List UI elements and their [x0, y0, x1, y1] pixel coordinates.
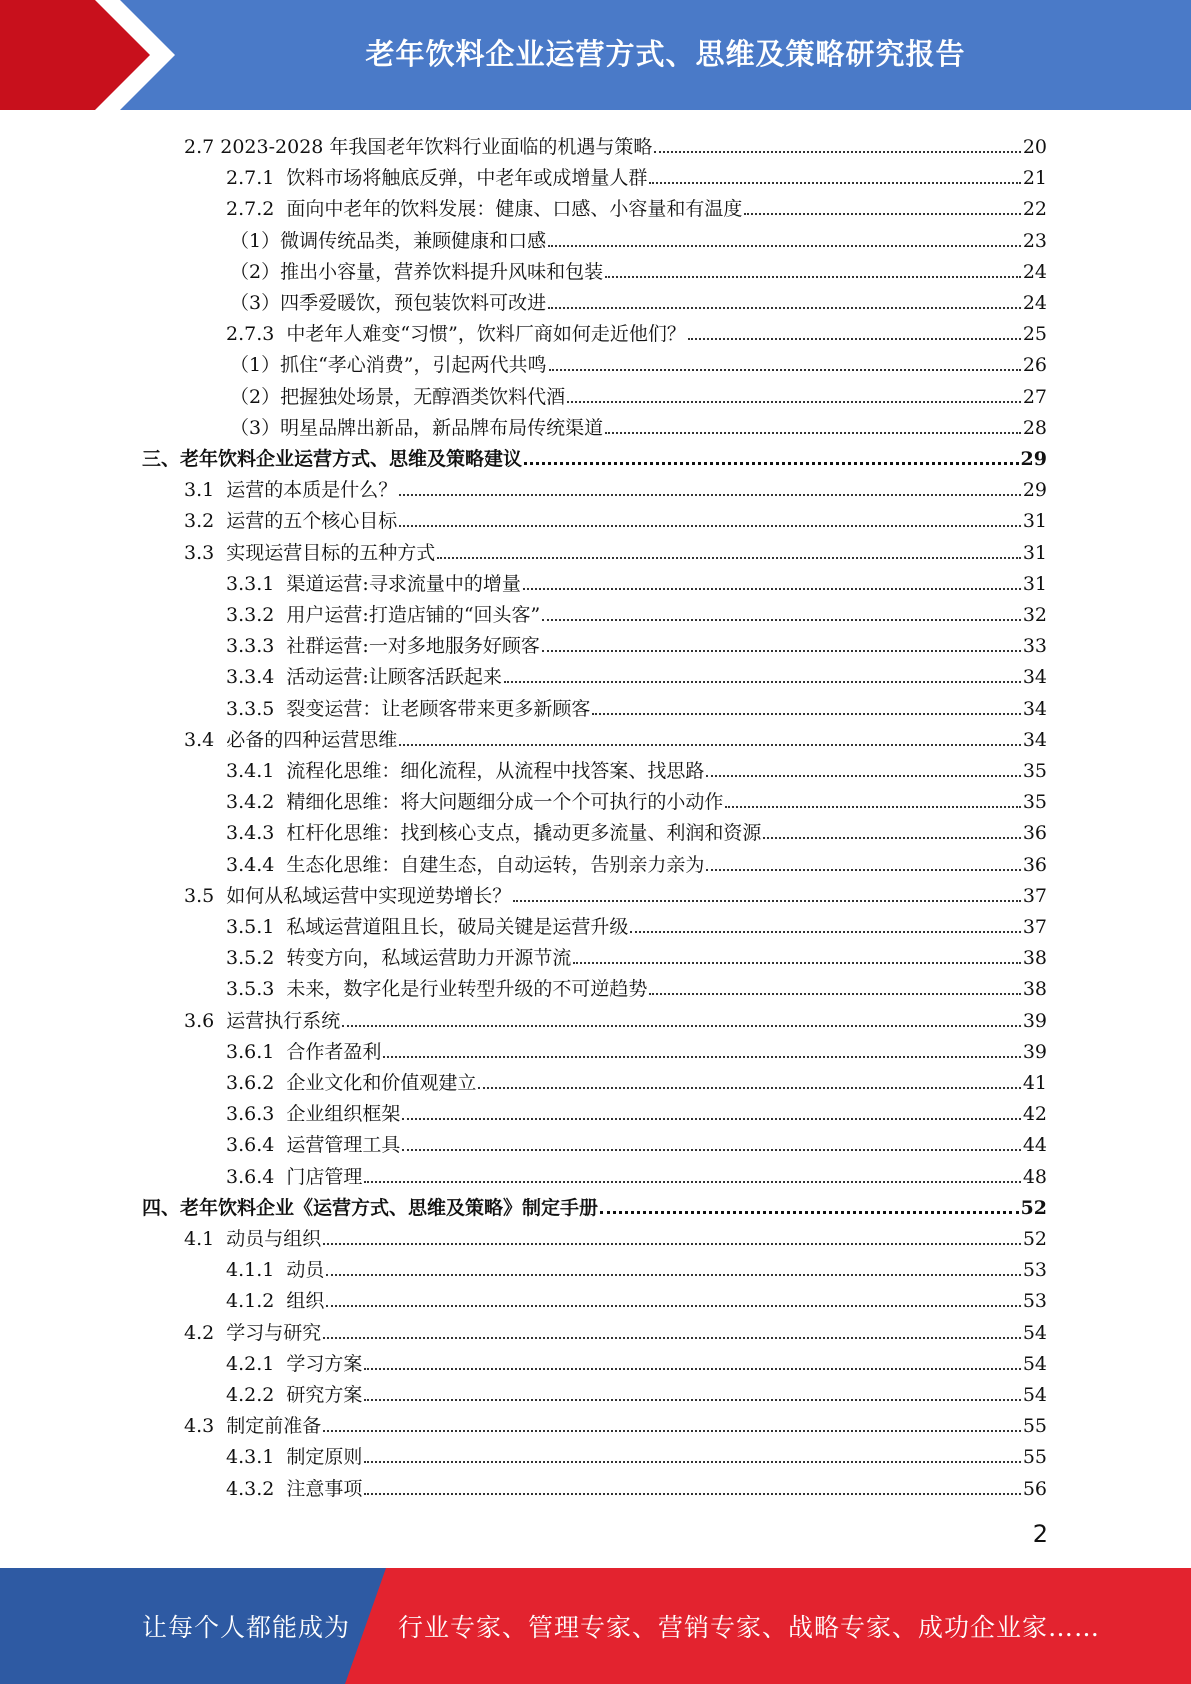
toc-entry-label: 2.7.3 中老年人难变“习惯”，饮料厂商如何走近他们？: [226, 323, 686, 346]
toc-leader-dots: [323, 1337, 1021, 1339]
toc-entry-label: 2.7.2 面向中老年的饮料发展：健康、口感、小容量和有温度: [226, 198, 743, 221]
toc-leader-dots: [402, 1118, 1020, 1120]
toc-entry-label: （3）四季爱暖饮，预包装饮料可改进: [230, 292, 547, 314]
toc-leader-dots: [649, 182, 1020, 184]
toc-entry-page: 37: [1022, 884, 1047, 907]
footer-slogan-right: 行业专家、管理专家、营销专家、战略专家、成功企业家……: [398, 1613, 1101, 1642]
toc-leader-dots: [592, 713, 1020, 715]
toc-entry[interactable]: [226, 1344, 1047, 1375]
toc-entry-label: 3.3 实现运营目标的五种方式: [184, 541, 436, 564]
toc-leader-dots: [605, 276, 1021, 278]
toc-entry-label: 3.3.1 渠道运营:寻求流量中的增量: [226, 572, 521, 595]
toc-entry-page: 33: [1022, 635, 1047, 658]
toc-entry-label: 3.5.1 私域运营道阻且长，破局关键是运营升级: [226, 916, 629, 938]
toc-entry[interactable]: [184, 1219, 1047, 1250]
toc-entry[interactable]: [226, 189, 1047, 220]
toc-entry-page: 35: [1022, 760, 1047, 782]
toc-entry[interactable]: [184, 720, 1047, 751]
toc-entry-label: 3.5 如何从私域运营中实现逆势增长？: [184, 884, 512, 907]
toc-entry-label: 三、老年饮料企业运营方式、思维及策略建议: [142, 448, 523, 470]
toc-entry-page: 56: [1022, 1477, 1047, 1500]
toc-entry-label: （2）推出小容量，营养饮料提升风味和包装: [230, 260, 604, 283]
toc-leader-dots: [504, 681, 1021, 683]
toc-entry[interactable]: [230, 377, 1047, 408]
toc-entry-label: 3.1 运营的本质是什么？: [184, 479, 398, 502]
toc-entry-page: 54: [1022, 1352, 1047, 1375]
toc-entry[interactable]: [226, 813, 1047, 844]
toc-entry-page: 35: [1022, 791, 1047, 814]
toc-entry[interactable]: [226, 1094, 1047, 1125]
toc-leader-dots: [364, 1181, 1020, 1183]
toc-leader-dots: [763, 837, 1020, 839]
toc-leader-dots: [706, 775, 1020, 777]
toc-entry-label: 3.3.3 社群运营:一对多地服务好顾客: [226, 635, 540, 658]
toc-leader-dots: [383, 1056, 1020, 1058]
toc-leader-dots: [364, 1461, 1020, 1463]
toc-entry[interactable]: [226, 564, 1047, 595]
toc-leader-dots: [364, 1493, 1020, 1495]
toc-entry-page: 39: [1022, 1040, 1047, 1063]
toc-entry[interactable]: [184, 1406, 1047, 1437]
toc-entry-label: 3.3.4 活动运营:让顾客活跃起来: [226, 666, 502, 689]
toc-entry-label: 4.2 学习与研究: [184, 1321, 322, 1344]
toc-entry[interactable]: [226, 626, 1047, 657]
toc-entry[interactable]: [226, 938, 1047, 969]
toc-entry[interactable]: [226, 595, 1047, 626]
toc-entry[interactable]: [226, 1375, 1047, 1406]
page-header: [0, 0, 1191, 110]
toc-entry-label: 3.6.3 企业组织框架: [226, 1103, 401, 1126]
toc-entry-page: 25: [1022, 323, 1047, 346]
toc-leader-dots: [548, 307, 1021, 309]
toc-leader-dots: [402, 1149, 1020, 1151]
toc-entry-label: 4.1.2 组织: [226, 1290, 325, 1313]
toc-entry-page: 44: [1022, 1134, 1047, 1157]
toc-leader-dots: [706, 869, 1020, 871]
toc-entry-label: （1）微调传统品类，兼顾健康和口感: [230, 229, 547, 252]
toc-entry-label: （1）抓住“孝心消费”，引起两代共鸣: [230, 354, 547, 377]
toc-entry-page: 48: [1022, 1165, 1047, 1188]
toc-entry[interactable]: [226, 1437, 1047, 1468]
toc-entry-page: 34: [1022, 697, 1047, 720]
toc-entry[interactable]: [226, 907, 1047, 938]
toc-entry-label: 4.3.1 制定原则: [226, 1446, 363, 1469]
toc-entry[interactable]: [184, 501, 1047, 532]
toc-leader-dots: [342, 1025, 1021, 1027]
toc-entry-page: 22: [1022, 198, 1047, 221]
toc-entry-page: 29: [1022, 479, 1047, 502]
page-footer: [0, 1568, 1191, 1684]
toc-entry[interactable]: [226, 657, 1047, 688]
toc-entry-page: 36: [1022, 822, 1047, 845]
toc-leader-dots: [605, 432, 1021, 434]
toc-entry-page: 38: [1022, 978, 1047, 1001]
toc-leader-dots: [549, 369, 1021, 371]
toc-entry-label: （2）把握独处场景，无醇酒类饮料代酒: [230, 385, 566, 408]
toc-leader-dots: [600, 1211, 1019, 1214]
toc-leader-dots: [524, 462, 1019, 465]
toc-leader-dots: [364, 1368, 1020, 1370]
toc-entry[interactable]: [226, 751, 1047, 782]
toc-entry-label: 3.3.2 用户运营:打造店铺的“回头客”: [226, 604, 541, 626]
toc-entry-page: 24: [1022, 260, 1047, 283]
toc-leader-dots: [399, 525, 1021, 527]
toc-leader-dots: [523, 588, 1021, 590]
toc-leader-dots: [323, 1430, 1021, 1432]
toc-leader-dots: [630, 931, 1020, 933]
page-number: 2: [1032, 1520, 1048, 1548]
toc-entry-page: 24: [1022, 292, 1047, 314]
toc-entry-page: 55: [1022, 1446, 1047, 1469]
toc-entry-label: 3.6.2 企业文化和价值观建立: [226, 1072, 477, 1094]
toc-entry-label: 3.5.3 未来，数字化是行业转型升级的不可逆趋势: [226, 978, 648, 1001]
toc-leader-dots: [364, 1399, 1020, 1401]
toc-entry-label: 3.5.2 转变方向，私域运营助力开源节流: [226, 947, 572, 970]
toc-entry-page: 20: [1022, 136, 1047, 158]
toc-entry[interactable]: [226, 845, 1047, 876]
toc-entry-label: 2.7.1 饮料市场将触底反弹，中老年或成增量人群: [226, 167, 648, 190]
toc-entry[interactable]: [226, 1250, 1047, 1281]
toc-entry[interactable]: [184, 470, 1047, 501]
toc-entry-label: （3）明星品牌出新品，新品牌布局传统渠道: [230, 416, 604, 439]
toc-entry[interactable]: [230, 345, 1047, 376]
toc-entry-label: 4.3 制定前准备: [184, 1415, 322, 1438]
report-title: 老年饮料企业运营方式、思维及策略研究报告: [365, 37, 966, 71]
toc-entry-label: 4.1 动员与组织: [184, 1228, 322, 1250]
toc-entry-page: 39: [1022, 1009, 1047, 1032]
toc-entry-label: 4.2.1 学习方案: [226, 1352, 363, 1375]
footer-slogan-left: 让每个人都能成为: [142, 1613, 351, 1642]
toc-entry-label: 3.6.4 运营管理工具: [226, 1134, 401, 1157]
toc-entry-label: 3.3.5 裂变运营：让老顾客带来更多新顾客: [226, 697, 591, 720]
toc-entry-page: 31: [1022, 510, 1047, 533]
toc-entry[interactable]: [226, 158, 1047, 189]
toc-leader-dots: [688, 338, 1021, 340]
toc-entry[interactable]: [142, 439, 1047, 470]
toc-entry-label: 3.2 运营的五个核心目标: [184, 510, 398, 533]
toc-entry-label: 3.6 运营执行系统: [184, 1009, 341, 1032]
toc-leader-dots: [548, 245, 1021, 247]
toc-leader-dots: [725, 806, 1020, 808]
toc-entry[interactable]: [184, 876, 1047, 907]
toc-entry-page: 31: [1022, 541, 1047, 564]
toc-entry[interactable]: [230, 221, 1047, 252]
toc-entry-label: 3.4.2 精细化思维：将大问题细分成一个个可执行的小动作: [226, 791, 724, 814]
toc-entry-page: 28: [1022, 416, 1047, 439]
toc-entry-page: 52: [1022, 1228, 1047, 1250]
toc-entry[interactable]: [230, 283, 1047, 314]
toc-entry[interactable]: [226, 1063, 1047, 1094]
toc-entry[interactable]: [230, 408, 1047, 439]
toc-entry-label: 2.7 2023-2028 年我国老年饮料行业面临的机遇与策略: [184, 136, 653, 158]
toc-entry-page: 31: [1022, 572, 1047, 595]
toc-entry-page: 42: [1022, 1103, 1047, 1126]
toc-entry-page: 38: [1022, 947, 1047, 970]
toc-entry[interactable]: [226, 782, 1047, 813]
toc-entry[interactable]: [142, 1188, 1047, 1219]
toc-leader-dots: [326, 1305, 1020, 1307]
toc-entry-page: 41: [1022, 1072, 1047, 1094]
toc-entry[interactable]: [226, 1281, 1047, 1312]
toc-leader-dots: [567, 401, 1021, 403]
toc-entry-page: 37: [1022, 916, 1047, 938]
toc-leader-dots: [437, 557, 1021, 559]
toc-entry-page: 34: [1022, 728, 1047, 751]
toc-leader-dots: [654, 151, 1020, 153]
toc-entry-label: 3.6.1 合作者盈利: [226, 1040, 382, 1063]
toc-entry-page: 54: [1022, 1384, 1047, 1406]
toc-entry-page: 53: [1022, 1259, 1047, 1282]
toc-entry[interactable]: [226, 1157, 1047, 1188]
toc-entry-label: 4.2.2 研究方案: [226, 1384, 363, 1406]
toc-entry-label: 3.4 必备的四种运营思维: [184, 728, 398, 751]
toc-entry-label: 四、老年饮料企业《运营方式、思维及策略》制定手册: [142, 1196, 599, 1219]
toc-leader-dots: [649, 993, 1020, 995]
toc-entry-page: 55: [1022, 1415, 1047, 1438]
toc-entry[interactable]: [226, 689, 1047, 720]
toc-entry[interactable]: [230, 252, 1047, 283]
toc-entry-page: 29: [1020, 448, 1047, 470]
toc-entry[interactable]: [184, 1001, 1047, 1032]
toc-leader-dots: [323, 1243, 1021, 1245]
toc-entry-page: 27: [1022, 385, 1047, 408]
toc-entry-label: 3.4.1 流程化思维：细化流程，从流程中找答案、找思路: [226, 760, 705, 782]
toc-entry-page: 54: [1022, 1321, 1047, 1344]
toc-entry-label: 3.4.4 生态化思维：自建生态，自动运转，告别亲力亲为: [226, 853, 705, 876]
toc-entry-page: 36: [1022, 853, 1047, 876]
toc-leader-dots: [542, 619, 1021, 621]
toc-entry[interactable]: [184, 127, 1047, 158]
toc-leader-dots: [399, 744, 1021, 746]
toc-entry[interactable]: [184, 533, 1047, 564]
toc-entry[interactable]: [226, 1469, 1047, 1500]
toc-entry[interactable]: [226, 1032, 1047, 1063]
toc-leader-dots: [478, 1087, 1020, 1089]
toc-entry-page: 53: [1022, 1290, 1047, 1313]
toc-entry[interactable]: [226, 1125, 1047, 1156]
toc-entry-label: 3.4.3 杠杆化思维：找到核心支点，撬动更多流量、利润和资源: [226, 822, 762, 845]
toc-leader-dots: [542, 650, 1021, 652]
toc-entry-label: 3.6.4 门店管理: [226, 1165, 363, 1188]
toc-entry[interactable]: [226, 314, 1047, 345]
toc-leader-dots: [513, 900, 1021, 902]
toc-entry-page: 52: [1020, 1196, 1047, 1219]
toc-entry-label: 4.3.2 注意事项: [226, 1477, 363, 1500]
toc-entry-page: 21: [1022, 167, 1047, 190]
toc-entry-page: 32: [1022, 604, 1047, 626]
toc-entry-page: 23: [1022, 229, 1047, 252]
toc-entry-label: 4.1.1 动员: [226, 1259, 325, 1282]
toc-leader-dots: [744, 213, 1020, 215]
toc-entry[interactable]: [184, 1313, 1047, 1344]
toc-entry-page: 34: [1022, 666, 1047, 689]
toc-leader-dots: [326, 1274, 1020, 1276]
toc-leader-dots: [399, 494, 1021, 496]
toc-leader-dots: [573, 962, 1020, 964]
toc-entry-page: 26: [1022, 354, 1047, 377]
toc-entry[interactable]: [226, 969, 1047, 1000]
